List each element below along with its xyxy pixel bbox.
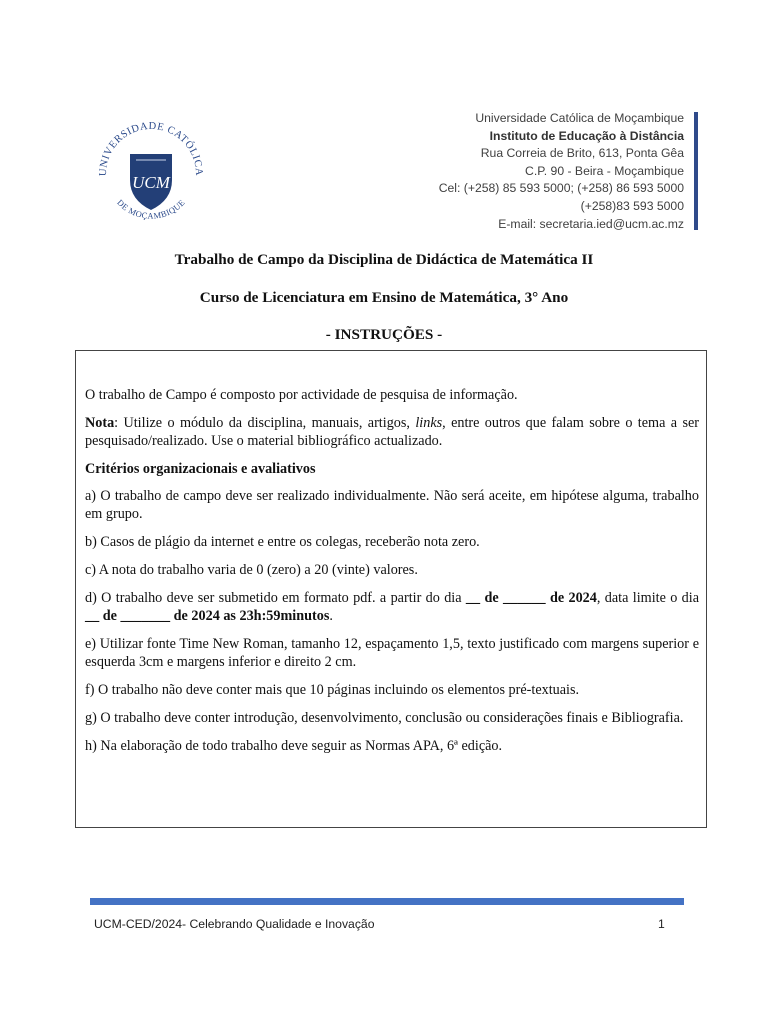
instructions-content [85,386,699,765]
criterion-b: b) Casos de plágio da internet e entre os colegas, receberão nota zero. [85,534,480,550]
address-phone: Cel: (+258) 85 593 5000; (+258) 86 593 5000 [438,181,684,196]
address-email: E-mail: secretaria.ied@ucm.ac.mz [498,216,684,231]
note-links: links [415,415,443,431]
address-street: Rua Correia de Brito, 613, Ponta Gêa [480,146,684,161]
note-text-2: , entre outros que falam sobre o tema a ser pesquisado/realizado. Use o material bibliográfico actualizado. [85,415,699,449]
criterion-d [85,589,699,625]
address-postal: C.P. 90 - Beira - Moçambique [525,163,684,178]
note-label: Nota [85,415,115,431]
address-university: Universidade Católica de Moçambique [475,111,684,125]
criterion-h: h) Na elaboração de todo trabalho deve seguir as Normas APA, 6ª edição. [85,738,503,754]
logo-ring-bottom: DE MOÇAMBIQUE [115,197,187,221]
note-text-1: : Utilize o módulo da disciplina, manuais, artigos, [114,415,416,431]
instructions-box [75,350,707,828]
footer-bar [90,898,684,905]
page-number: 1 [658,917,665,931]
criterion-d-deadline: __ de _______ de 2024 as 23h:59minutos [85,608,330,624]
criterion-g: g) O trabalho deve conter introdução, desenvolvimento, conclusão ou considerações finais e Bibliografia. [85,710,684,726]
logo-ring-top: UNIVERSIDADE CATÓLICA [97,120,205,177]
criterion-d-text-3: . [329,608,333,624]
criterion-d-text-2: , data limite o dia [596,590,700,606]
university-seal-icon [92,118,210,230]
instructions-heading: - INSTRUÇÕES - [325,326,443,343]
address-institute: Instituto de Educação à Distância [489,128,684,143]
address-phone-2: (+258)83 593 5000 [580,198,684,213]
intro-paragraph: O trabalho de Campo é composto por actividade de pesquisa de informação. [85,387,518,403]
criterion-e: e) Utilizar fonte Time New Roman, tamanho 12, espaçamento 1,5, texto justificado com margens superior e esquerda 3cm e margens inferior e direito 2 cm. [85,636,699,670]
criterion-a: a) O trabalho de campo deve ser realizado individualmente. Não será aceite, em hipótese alguma, trabalho em grupo. [85,488,699,522]
university-logo [92,118,210,230]
logo-monogram: UCM [132,173,170,192]
address-accent-bar [694,112,698,230]
document-title: Trabalho de Campo da Disciplina de Didáctica de Matemática II [174,251,594,268]
criterion-d-text-1: d) O trabalho deve ser submetido em formato pdf. a partir do dia [85,590,466,606]
footer-text: UCM-CED/2024- Celebrando Qualidade e Inovação [94,917,375,931]
criteria-heading: Critérios organizacionais e avaliativos [85,461,316,477]
criterion-d-start-date: __ de ______ de 2024 [465,590,597,606]
criterion-c: c) A nota do trabalho varia de 0 (zero) a 20 (vinte) valores. [85,562,418,578]
criterion-f: f) O trabalho não deve conter mais que 10 páginas incluindo os elementos pré-textuais. [85,682,580,698]
course-title: Curso de Licenciatura em Ensino de Matemática, 3° Ano [199,289,569,306]
address-block [439,110,684,233]
note-paragraph [85,414,699,450]
